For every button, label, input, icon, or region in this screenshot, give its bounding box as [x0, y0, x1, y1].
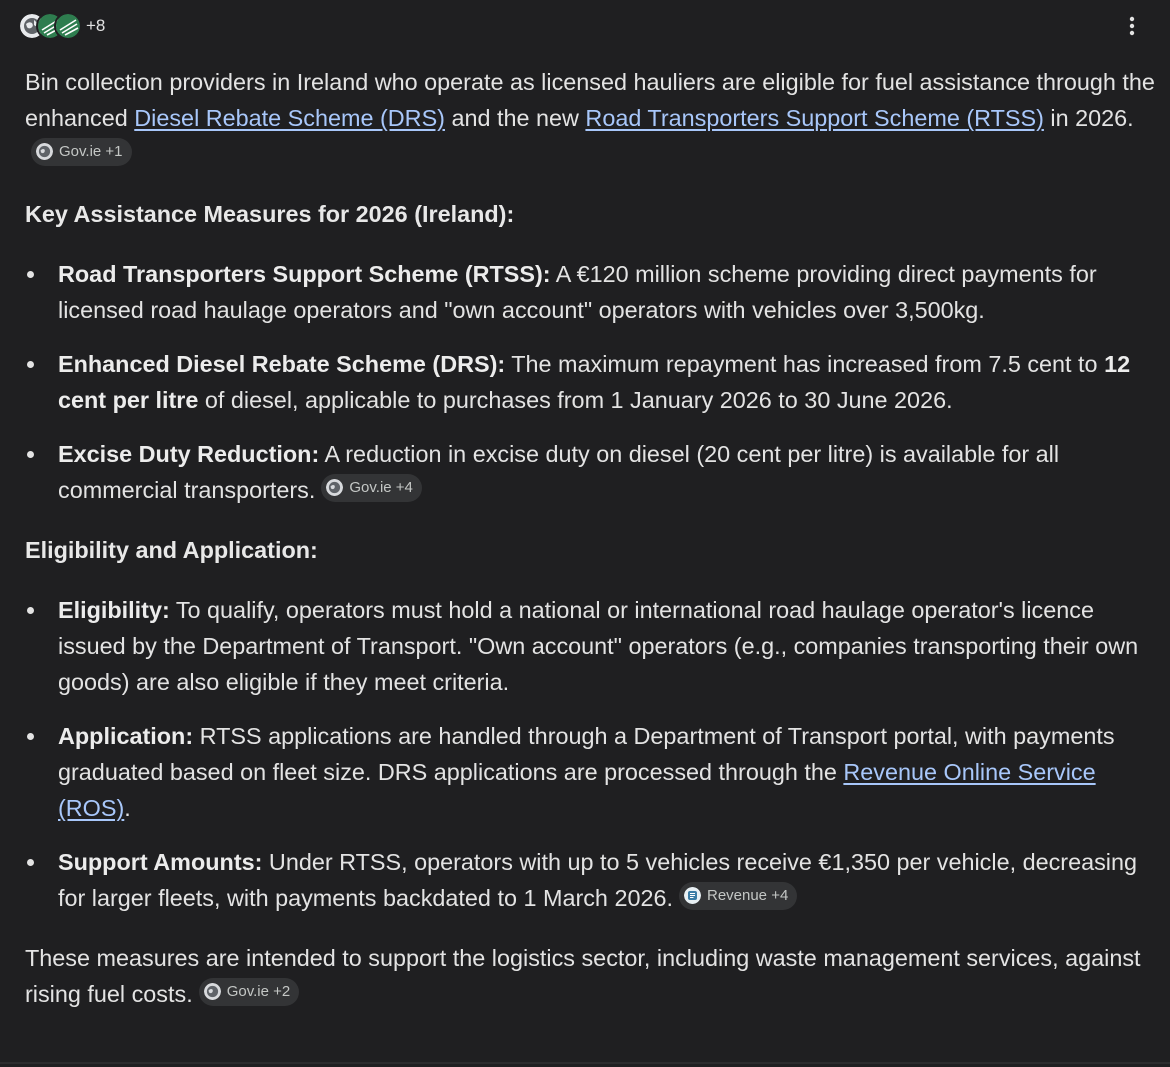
source-chip[interactable]: Gov.ie +4 — [321, 474, 422, 502]
source-chip[interactable]: Gov.ie +2 — [199, 978, 300, 1006]
globe-icon — [326, 479, 343, 496]
closing-paragraph: These measures are intended to support the logistics sector, including waste management services, against rising fuel costs. Gov.ie +2 — [25, 945, 1141, 1007]
harp-favicon-icon — [54, 12, 82, 40]
bullet — [27, 451, 34, 458]
section-heading-eligibility: Eligibility and Application: — [25, 537, 318, 563]
list-item: Road Transporters Support Scheme (RTSS): A €120 million scheme providing direct payments for licensed road haulage operators and "own account" operators with vehicles over 3,500kg. — [25, 256, 1155, 328]
bullet — [27, 361, 34, 368]
source-favicons[interactable] — [18, 10, 105, 42]
revenue-logo-icon — [684, 887, 701, 904]
source-chip[interactable]: Revenue +4 — [679, 882, 797, 910]
list-item: Application: RTSS applications are handled through a Department of Transport portal, with payments graduated based on fleet size. DRS applications are processed through the Revenue Online Service (ROS). — [25, 718, 1155, 826]
more-vertical-icon — [1129, 16, 1135, 36]
list-item: Excise Duty Reduction: A reduction in excise duty on diesel (20 cent per litre) is available for all commercial transporters. Gov.ie +4 — [25, 436, 1155, 508]
intro-paragraph: Bin collection providers in Ireland who operate as licensed hauliers are eligible for fuel assistance through the enhanced Diesel Rebate Scheme (DRS) and the new Road Transporters Support Scheme (RTSS) in 2026. Gov.ie +1 — [25, 64, 1155, 172]
rtss-link[interactable]: Road Transporters Support Scheme (RTSS) — [585, 105, 1044, 131]
section-heading-key-measures: Key Assistance Measures for 2026 (Ireland): — [25, 201, 515, 227]
ai-response — [25, 64, 1155, 1012]
source-chip[interactable]: Gov.ie +1 — [31, 138, 132, 166]
more-options-button[interactable] — [1120, 14, 1144, 38]
list-item: Eligibility: To qualify, operators must hold a national or international road haulage operator's licence issued by the Department of Transport. "Own account" operators (e.g., companies transporting their own goods) are also eligible if they meet criteria. — [25, 592, 1155, 700]
drs-link[interactable]: Diesel Rebate Scheme (DRS) — [134, 105, 445, 131]
globe-icon — [204, 983, 221, 1000]
ros-link[interactable]: Revenue Online Service (ROS) — [58, 759, 1096, 821]
list-item: Enhanced Diesel Rebate Scheme (DRS): The maximum repayment has increased from 7.5 cent to 12 cent per litre of diesel, applicable to purchases from 1 January 2026 to 30 June 2026. — [25, 346, 1155, 418]
divider — [0, 1062, 1170, 1064]
globe-icon — [36, 143, 53, 160]
sources-header — [18, 10, 1152, 42]
bullet — [27, 859, 34, 866]
extra-sources-count: +8 — [86, 16, 106, 35]
bullet — [27, 607, 34, 614]
bullet — [27, 271, 34, 278]
key-measures-list — [25, 256, 1155, 508]
list-item: Support Amounts: Under RTSS, operators with up to 5 vehicles receive €1,350 per vehicle, decreasing for larger fleets, with payments backdated to 1 March 2026. Revenue +4 — [25, 844, 1155, 916]
eligibility-list — [25, 592, 1155, 916]
bullet — [27, 733, 34, 740]
